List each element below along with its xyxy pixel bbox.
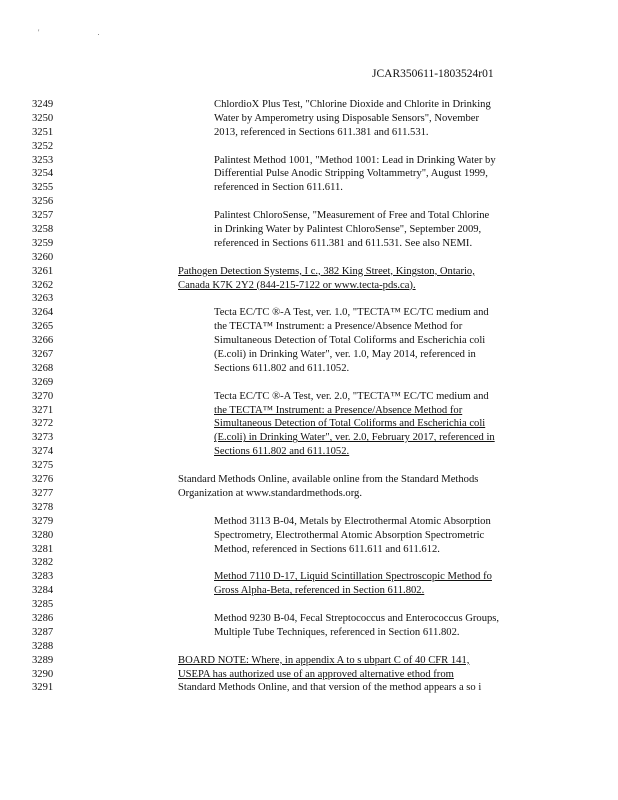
line-text: Spectrometry, Electrothermal Atomic Absorption Spectrometric bbox=[214, 529, 485, 541]
line-text: Pathogen Detection Systems, I c., 382 King Street, Kingston, Ontario, bbox=[178, 265, 475, 277]
document-line bbox=[0, 209, 618, 223]
line-number: 3275 bbox=[32, 460, 54, 472]
document-line bbox=[0, 417, 618, 431]
line-number: 3289 bbox=[32, 654, 54, 666]
line-number: 3253 bbox=[32, 154, 54, 166]
line-number: 3249 bbox=[32, 99, 54, 110]
document-line bbox=[0, 320, 618, 334]
document-line bbox=[0, 376, 618, 390]
line-number: 3285 bbox=[32, 599, 54, 611]
document-line bbox=[0, 112, 618, 126]
document-line bbox=[0, 626, 618, 640]
line-number: 3266 bbox=[32, 335, 54, 347]
document-line bbox=[0, 473, 618, 487]
document-line bbox=[0, 154, 618, 168]
document-line bbox=[0, 404, 618, 418]
line-number: 3257 bbox=[32, 210, 54, 222]
line-number: 3260 bbox=[32, 251, 54, 263]
document-line bbox=[0, 584, 618, 598]
line-number: 3279 bbox=[32, 515, 54, 527]
line-number: 3276 bbox=[32, 474, 54, 486]
document-line bbox=[0, 279, 618, 293]
document-line bbox=[0, 598, 618, 612]
document-line bbox=[0, 570, 618, 584]
line-text: Organization at www.standardmethods.org. bbox=[178, 487, 362, 499]
line-number: 3286 bbox=[32, 612, 54, 624]
line-number: 3291 bbox=[32, 682, 54, 694]
line-number: 3258 bbox=[32, 224, 54, 236]
line-number: 3272 bbox=[32, 418, 54, 430]
line-text: ChlordioX Plus Test, "Chlorine Dioxide and Chlorite in Drinking bbox=[214, 99, 491, 110]
line-number: 3282 bbox=[32, 557, 54, 569]
document-line bbox=[0, 431, 618, 445]
document-line bbox=[0, 445, 618, 459]
line-number: 3283 bbox=[32, 571, 54, 583]
line-text: Canada K7K 2Y2 (844-215-7122 or www.tecta-pds.ca). bbox=[178, 279, 416, 291]
document-line bbox=[0, 543, 618, 557]
document-line bbox=[0, 167, 618, 181]
line-text: Differential Pulse Anodic Stripping Voltammetry", August 1999, bbox=[214, 168, 488, 180]
line-text: Tecta EC/TC ®-A Test, ver. 1.0, "TECTA™ EC/TC medium and bbox=[214, 307, 489, 319]
line-text: the TECTA™ Instrument: a Presence/Absence Method for bbox=[214, 321, 463, 333]
line-number: 3287 bbox=[32, 626, 54, 638]
line-text: Method, referenced in Sections 611.611 and 611.612. bbox=[214, 543, 440, 555]
line-number: 3290 bbox=[32, 668, 54, 680]
line-text: Standard Methods Online, and that version of the method appears a so i bbox=[178, 682, 482, 694]
line-text: (E.coli) in Drinking Water", ver. 1.0, May 2014, referenced in bbox=[214, 349, 476, 361]
line-number: 3264 bbox=[32, 307, 54, 319]
document-line bbox=[0, 98, 618, 112]
line-text: referenced in Sections 611.381 and 611.531. See also NEMI. bbox=[214, 237, 473, 249]
document-line bbox=[0, 140, 618, 154]
line-text: BOARD NOTE: Where, in appendix A to s ubpart C of 40 CFR 141, bbox=[178, 654, 470, 666]
document-line bbox=[0, 668, 618, 682]
line-text: in Drinking Water by Palintest ChloroSense", September 2009, bbox=[214, 224, 482, 236]
document-line bbox=[0, 556, 618, 570]
line-text: the TECTA™ Instrument: a Presence/Absence Method for bbox=[214, 404, 463, 416]
line-text: Tecta EC/TC ®-A Test, ver. 2.0, "TECTA™ EC/TC medium and bbox=[214, 390, 489, 402]
line-number: 3251 bbox=[32, 126, 54, 138]
document-line bbox=[0, 306, 618, 320]
line-number: 3256 bbox=[32, 196, 54, 208]
line-number: 3273 bbox=[32, 432, 54, 444]
document-line bbox=[0, 640, 618, 654]
line-text: (E.coli) in Drinking Water", ver. 2.0, February 2017, referenced in bbox=[214, 432, 495, 444]
line-text: Method 7110 D-17, Liquid Scintillation Spectroscopic Method fo bbox=[214, 571, 492, 583]
line-number: 3262 bbox=[32, 279, 54, 291]
document-line bbox=[0, 334, 618, 348]
line-number: 3277 bbox=[32, 487, 54, 499]
line-text: Palintest Method 1001, "Method 1001: Lead in Drinking Water by bbox=[214, 154, 496, 166]
line-text: Water by Amperometry using Disposable Sensors", November bbox=[214, 112, 480, 124]
line-number: 3254 bbox=[32, 168, 54, 180]
line-number: 3270 bbox=[32, 390, 54, 402]
document-line bbox=[0, 348, 618, 362]
line-text: USEPA has authorized use of an approved alternative ethod from bbox=[178, 668, 454, 680]
document-line bbox=[0, 265, 618, 279]
document-line bbox=[0, 487, 618, 501]
line-text: 2013, referenced in Sections 611.381 and 611.531. bbox=[214, 126, 429, 138]
document-line bbox=[0, 195, 618, 209]
line-number: 3267 bbox=[32, 349, 54, 361]
line-number: 3284 bbox=[32, 585, 54, 597]
line-number: 3274 bbox=[32, 446, 54, 458]
line-number: 3268 bbox=[32, 362, 54, 374]
line-number: 3259 bbox=[32, 237, 54, 249]
document-line bbox=[0, 223, 618, 237]
line-number: 3255 bbox=[32, 182, 54, 194]
document-line bbox=[0, 362, 618, 376]
document-line bbox=[0, 529, 618, 543]
line-number: 3288 bbox=[32, 640, 54, 652]
line-number: 3265 bbox=[32, 321, 54, 333]
line-number: 3263 bbox=[32, 293, 54, 305]
document-line bbox=[0, 459, 618, 473]
line-number: 3278 bbox=[32, 501, 54, 513]
line-number: 3280 bbox=[32, 529, 54, 541]
document-line bbox=[0, 515, 618, 529]
line-text: Multiple Tube Techniques, referenced in Section 611.802. bbox=[214, 626, 460, 638]
line-text: referenced in Section 611.611. bbox=[214, 182, 343, 194]
line-text: Method 9230 B-04, Fecal Streptococcus and Enterococcus Groups, bbox=[214, 612, 500, 624]
line-number: 3271 bbox=[32, 404, 54, 416]
scan-marks: ' . bbox=[38, 28, 128, 37]
document-line bbox=[0, 181, 618, 195]
document-line bbox=[0, 612, 618, 626]
line-text: Method 3113 B-04, Metals by Electrothermal Atomic Absorption bbox=[214, 515, 491, 527]
document-line bbox=[0, 654, 618, 668]
line-number: 3261 bbox=[32, 265, 54, 277]
line-text: Gross Alpha-Beta, referenced in Section 611.802. bbox=[214, 585, 425, 597]
line-text: Palintest ChloroSense, "Measurement of Free and Total Chlorine bbox=[214, 210, 490, 222]
line-text: Sections 611.802 and 611.1052. bbox=[214, 446, 350, 458]
line-text: Sections 611.802 and 611.1052. bbox=[214, 362, 350, 374]
line-text: Standard Methods Online, available online from the Standard Methods bbox=[178, 474, 479, 486]
line-text: Simultaneous Detection of Total Coliforms and Escherichia coli bbox=[214, 335, 486, 347]
line-number: 3269 bbox=[32, 376, 54, 388]
document-line bbox=[0, 501, 618, 515]
line-text: Simultaneous Detection of Total Coliforms and Escherichia coli bbox=[214, 418, 486, 430]
document-line bbox=[0, 681, 618, 695]
document-line bbox=[0, 390, 618, 404]
document-line bbox=[0, 292, 618, 306]
document-line bbox=[0, 251, 618, 265]
document-line bbox=[0, 237, 618, 251]
numbered-lines bbox=[0, 98, 618, 695]
document-line bbox=[0, 126, 618, 140]
document-id: JCAR350611-1803524r01 bbox=[372, 68, 494, 80]
line-number: 3252 bbox=[32, 140, 54, 152]
line-number: 3250 bbox=[32, 112, 54, 124]
line-number: 3281 bbox=[32, 543, 54, 555]
